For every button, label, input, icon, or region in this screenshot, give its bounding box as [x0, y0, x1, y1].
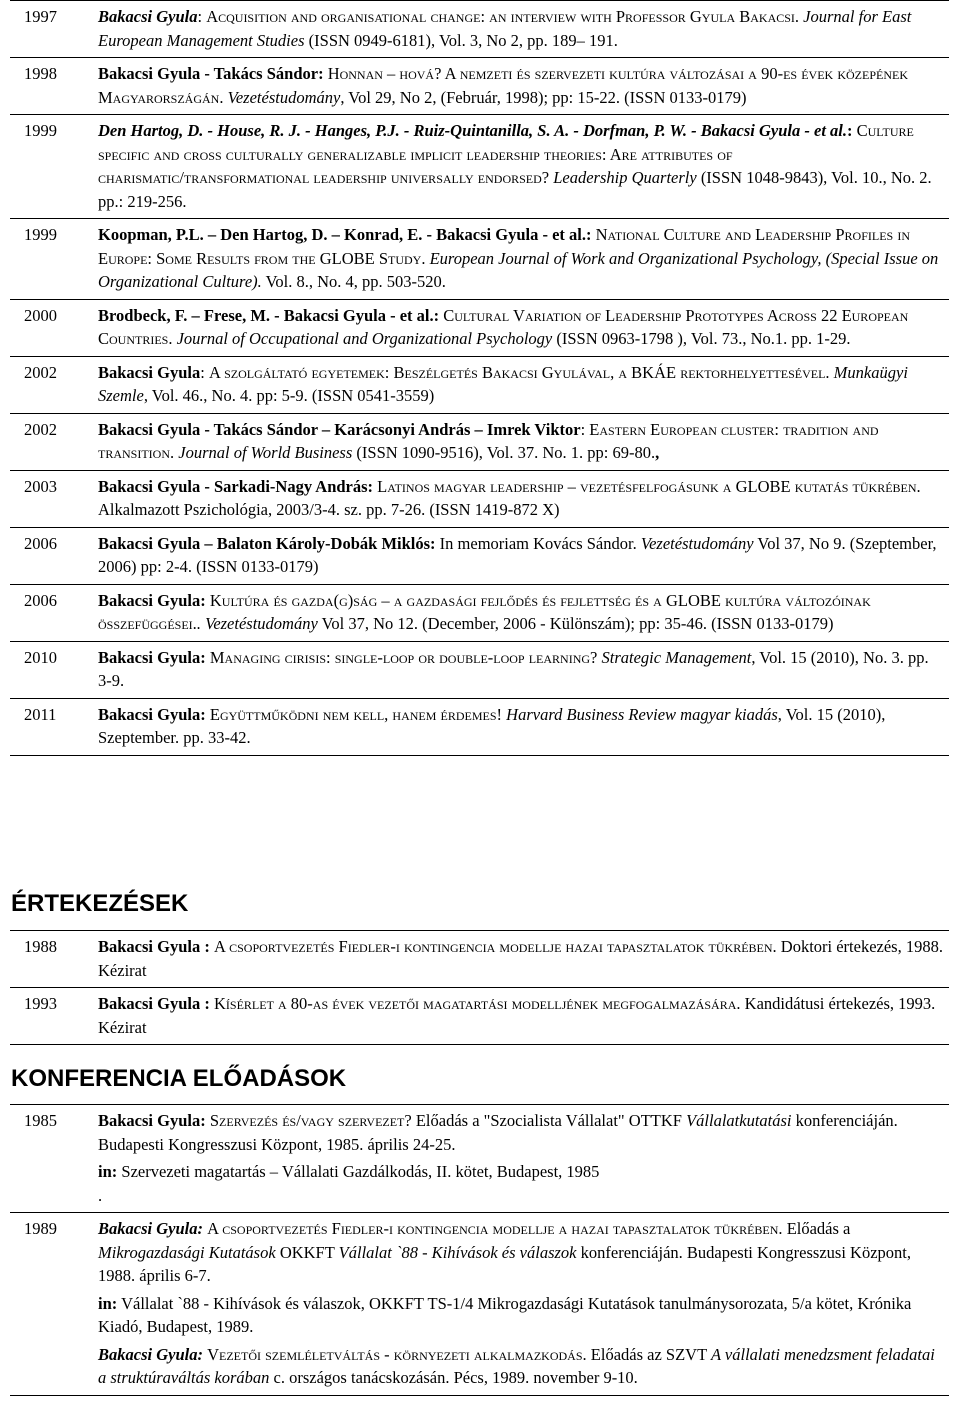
reference-year: 1998	[10, 58, 95, 115]
reference-year: 2011	[10, 698, 95, 755]
reference-row	[10, 115, 949, 219]
in-text: Szervezeti magatartás – Vállalati Gazdálkodás, II. kötet, Budapest, 1985	[117, 1162, 600, 1181]
authors: Bakacsi Gyula:	[98, 1111, 206, 1130]
venue: Journal of Occupational and Organizational Psychology	[172, 329, 553, 348]
citation-text: Alkalmazott Pszichológia, 2003/3-4. sz. pp. 7-26. (ISSN 1419-872 X)	[98, 500, 560, 519]
work-title: Acquisition and organisational change: an interview with Professor Gyula Bakacsi.	[206, 7, 800, 26]
citation-text: , Vol 29, No 2, (Február, 1998); pp: 15-22. (ISSN 0133-0179)	[340, 87, 747, 107]
authors: Bakacsi Gyula – Balaton Károly-Dobák Miklós:	[98, 533, 436, 553]
reference-year: 1999	[10, 219, 95, 300]
citation-text: Kandidátusi értekezés, 1993. Kézirat	[98, 994, 936, 1037]
authors: :	[847, 121, 857, 140]
dissertations-heading: ÉRTEKEZÉSEK	[11, 890, 189, 917]
reference-year: 2010	[10, 641, 95, 698]
citation-text: konferenciáján. Budapesti Kongresszusi Központ, 1988. április 6-7.	[98, 1242, 911, 1285]
work-title: Latinos magyar leadership – vezetésfelfogásunk a GLOBE kutatás tükrében.	[377, 476, 921, 496]
reference-text	[95, 470, 949, 527]
citation-text: (ISSN 0963-1798 ), Vol. 73., No.1. pp. 1-29.	[552, 329, 851, 348]
work-title: A csoportvezetés Fiedler-i kontingencia modellje a hazai tapasztalatok tükrében.	[207, 1219, 783, 1238]
authors: :	[433, 305, 444, 325]
reference-text	[95, 1, 949, 58]
citation-text: (ISSN 1090-9516), Vol. 37. No. 1. pp: 69-80.	[352, 443, 656, 462]
citation-text: Vol 37, No 9. (Szeptember, 2006) pp: 2-4. (ISSN 0133-0179)	[98, 533, 937, 576]
publications-table	[10, 0, 949, 756]
reference-text	[95, 219, 949, 300]
reference-text	[95, 356, 949, 413]
reference-year: 2002	[10, 356, 95, 413]
reference-row	[10, 698, 949, 755]
reference-row	[10, 1105, 949, 1213]
citation-text: c. országos tanácskozásán. Pécs, 1989. november 9-10.	[269, 1368, 638, 1387]
reference-text	[95, 584, 949, 641]
work-title: A szolgáltató egyetemek: Beszélgetés Bakacsi Gyulával, a BKÁE rektorhelyettesével.	[208, 362, 830, 382]
work-title: Kultúra és gazda(g)ság – a gazdasági fejlődés és fejlettség és a GLOBE kultúra változóinak összefüggései.	[98, 590, 871, 633]
reference-text	[95, 1213, 949, 1396]
reference-row	[10, 356, 949, 413]
venue: Vezetéstudomány	[223, 87, 341, 107]
work-title: Szervezés és/vagy szervezet?	[209, 1111, 412, 1130]
work-title: Honnan – hová? A nemzeti és szervezeti kultúra változásai a 90-es évek közepének Magyarországán.	[98, 64, 908, 107]
reference-row	[10, 641, 949, 698]
reference-year: 1997	[10, 1, 95, 58]
authors: Bakacsi Gyula	[98, 362, 201, 382]
reference-row	[10, 1213, 949, 1396]
work-title: A csoportvezetés Fiedler-i kontingencia modellje hazai tapasztalatok tükrében.	[213, 937, 777, 956]
reference-row	[10, 219, 949, 300]
reference-text	[95, 58, 949, 115]
second-lecture	[98, 1343, 946, 1390]
authors: Bakacsi Gyula:	[98, 704, 206, 724]
reference-year: 1989	[10, 1213, 95, 1396]
venue: Journal of World Business	[174, 443, 353, 462]
authors: Bakacsi Gyula :	[98, 937, 210, 956]
conferences-table	[10, 1104, 949, 1396]
reference-year: 1985	[10, 1105, 95, 1213]
authors: Bakacsi Gyula:	[98, 647, 206, 667]
citation-text: :	[197, 7, 207, 26]
published-in	[98, 1292, 946, 1339]
authors: Bakacsi Gyula:	[98, 1219, 203, 1238]
citation-text: Doktori értekezés, 1988. Kézirat	[98, 937, 943, 980]
authors: Bakacsi Gyula - Sarkadi-Nagy András:	[98, 476, 374, 496]
work-title: Cultural Variation of Leadership Prototypes Across 22 European Countries.	[98, 305, 909, 348]
authors: ,	[655, 443, 660, 462]
reference-text	[95, 299, 949, 356]
venue: A vállalati menedzsment feladatai a struktúraváltás korában	[98, 1344, 935, 1387]
citation-text: Előadás az SZVT	[586, 1344, 711, 1364]
authors: :	[586, 225, 596, 244]
authors: Bakacsi Gyula:	[98, 1344, 203, 1364]
reference-text	[95, 527, 949, 584]
citation-text: In memoriam Kovács Sándor.	[435, 533, 641, 553]
work-title: Culture specific and cross culturally generalizable implicit leadership theories: Are attributes of charismatic/transformational leadership universally endorsed?	[98, 121, 914, 187]
citation-text: Előadás a	[782, 1219, 851, 1238]
reference-year: 1988	[10, 931, 95, 988]
citation-text: (ISSN 0949-6181), Vol. 3, No 2, pp. 189– 191.	[304, 30, 618, 50]
reference-row	[10, 988, 949, 1045]
venue: Vezetéstudomány	[640, 533, 754, 553]
trailer: .	[98, 1185, 103, 1205]
reference-year: 2006	[10, 584, 95, 641]
reference-text	[95, 641, 949, 698]
work-title: Vezetői szemléletváltás - környezeti alkalmazkodás.	[207, 1344, 587, 1364]
authors: Bakacsi Gyula :	[98, 994, 210, 1013]
venue: Vállalat `88 - Kihívások és válaszok	[338, 1242, 577, 1262]
dissertations-table	[10, 930, 949, 1045]
reference-text	[95, 931, 949, 988]
citation-text: Vol 37, No 12. (December, 2006 - Különszám); pp: 35-46. (ISSN 0133-0179)	[317, 614, 834, 633]
authors: Bakacsi Gyula - Takács Sándor:	[98, 64, 324, 83]
citation-text: Előadás a "Szocialista Vállalat" OTTKF	[411, 1111, 687, 1130]
authors: Bakacsi Gyula:	[98, 590, 206, 610]
citation-text: :	[200, 362, 209, 382]
venue: Leadership Quarterly	[549, 168, 697, 187]
reference-row	[10, 299, 949, 356]
citation-text: OKKFT	[275, 1242, 339, 1262]
venue: Vállalatkutatási	[686, 1111, 792, 1130]
reference-text	[95, 413, 949, 470]
reference-row	[10, 470, 949, 527]
work-title: Együttműködni nem kell, hanem érdemes!	[209, 704, 503, 724]
authors: Bakacsi Gyula	[98, 7, 198, 26]
reference-year: 1999	[10, 115, 95, 219]
reference-row	[10, 1, 949, 58]
citation-text: :	[580, 419, 590, 439]
citation-text: konferenciáján. Budapesti Kongresszusi Központ, 1985. április 24-25.	[98, 1111, 898, 1154]
reference-row	[10, 58, 949, 115]
in-label: in:	[98, 1293, 118, 1313]
venue: Munkaügyi Szemle	[98, 362, 908, 405]
venue: Mikrogazdasági Kutatások	[98, 1242, 276, 1262]
reference-year: 2003	[10, 470, 95, 527]
reference-row	[10, 413, 949, 470]
work-title: Managing cirisis: single-loop or double-loop learning?	[209, 647, 598, 667]
reference-text	[95, 988, 949, 1045]
authors: Brodbeck, F. – Frese, M. - Bakacsi Gyula - et al.	[98, 305, 434, 325]
reference-text	[95, 698, 949, 755]
reference-year: 2000	[10, 299, 95, 356]
in-label: in:	[98, 1162, 118, 1181]
reference-text	[95, 115, 949, 219]
reference-row	[10, 584, 949, 641]
citation-text: (ISSN 1048-9843), Vol. 10., No. 2. pp.: 219-256.	[98, 168, 932, 211]
venue: Strategic Management	[597, 647, 752, 667]
work-title: National Culture and Leadership Profiles in Europe: Some Results from the GLOBE Study.	[98, 225, 910, 268]
work-title: Eastern European cluster: tradition and transition.	[98, 419, 879, 462]
reference-row	[10, 931, 949, 988]
reference-row	[10, 527, 949, 584]
venue: Harvard Business Review magyar kiadás	[502, 704, 778, 724]
conferences-heading: KONFERENCIA ELŐADÁSOK	[11, 1065, 347, 1092]
authors: Den Hartog, D. - House, R. J. - Hanges, P.J. - Ruiz-Quintanilla, S. A. - Dorfman, P. W. - Bakacsi Gyula - et al.	[98, 121, 847, 140]
citation-text: , Vol. 15 (2010), Szeptember. pp. 33-42.	[98, 704, 886, 747]
venue: Journal for East European Management Studies	[98, 7, 912, 50]
citation-text: Vol. 8., No. 4, pp. 503-520.	[261, 272, 446, 291]
in-text: Vállalat `88 - Kihívások és válaszok, OKKFT TS-1/4 Mikrogazdasági Kutatások tanulmánysorozata, 5/a kötet, Krónika Kiadó, Budapest, 1989.	[98, 1293, 912, 1336]
reference-text	[95, 1105, 949, 1213]
venue: . Vezetéstudomány	[196, 614, 318, 633]
reference-year: 1993	[10, 988, 95, 1045]
venue: European Journal of Work and Organizational Psychology, (Special Issue on Organizational Culture).	[98, 248, 939, 291]
citation-text: , Vol. 15 (2010), No. 3. pp. 3-9.	[98, 647, 929, 690]
authors: Koopman, P.L. – Den Hartog, D. – Konrad, E. - Bakacsi Gyula - et al.	[98, 225, 586, 244]
work-title: Kísérlet a 80-as évek vezetői magatartási modelljének megfogalmazására.	[213, 994, 741, 1013]
published-in	[98, 1160, 946, 1184]
citation-text: , Vol. 46., No. 4. pp: 5-9. (ISSN 0541-3559)	[143, 386, 435, 405]
authors: Bakacsi Gyula - Takács Sándor – Karácsonyi András – Imrek Viktor	[98, 419, 581, 439]
reference-year: 2006	[10, 527, 95, 584]
reference-year: 2002	[10, 413, 95, 470]
